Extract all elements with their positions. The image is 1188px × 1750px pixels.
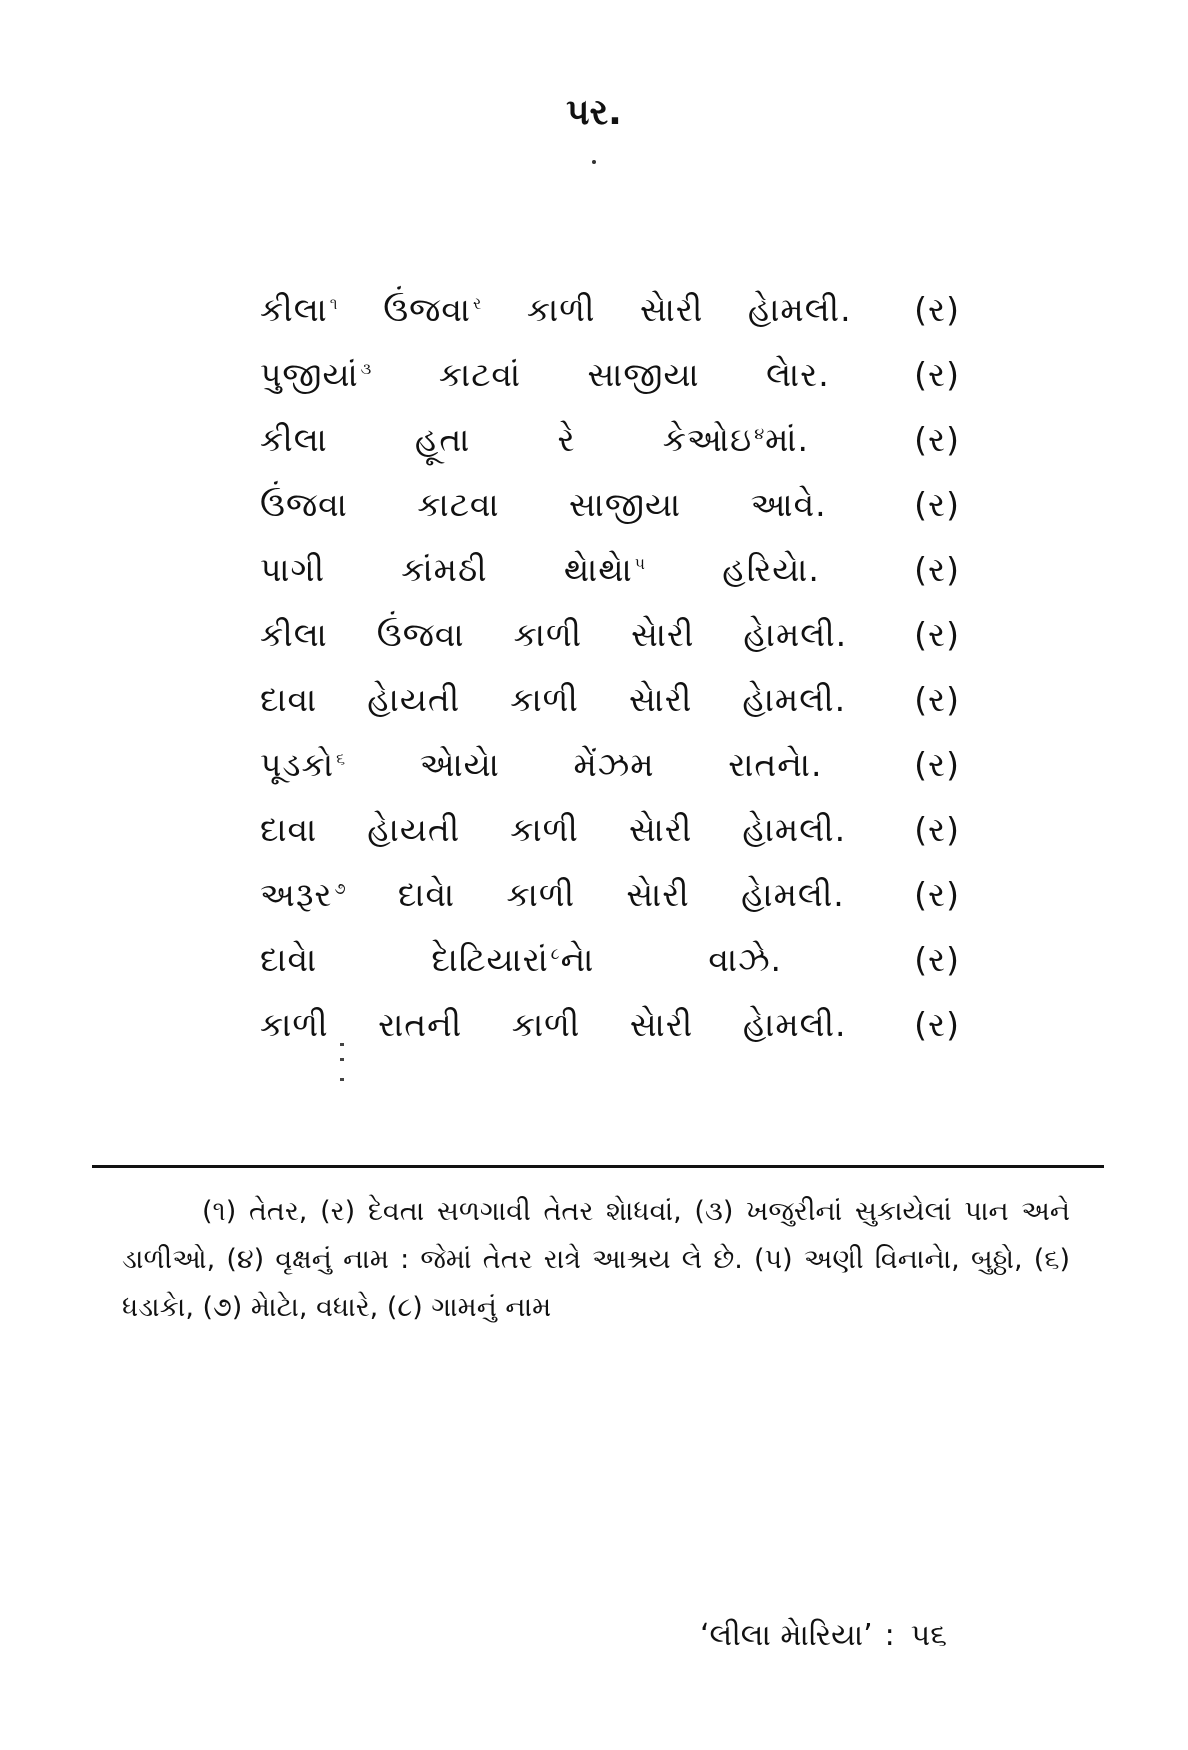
poem-word <box>708 940 782 980</box>
poem-word <box>510 680 579 720</box>
poem-word-text: વાઝે. <box>708 940 783 979</box>
poem-word <box>260 420 328 460</box>
poem-word <box>417 485 499 525</box>
poem-word-text: દાવેા <box>397 875 456 914</box>
refrain-marker: (ર) <box>914 745 960 784</box>
poem-word-text: કીલા <box>260 290 328 329</box>
poem-word-text: થેાથેા <box>563 550 633 589</box>
poem-line <box>260 1005 960 1070</box>
poem-word <box>564 550 646 590</box>
poem-word <box>748 290 852 330</box>
poem-word-text: કાળી <box>510 680 579 719</box>
poem-word-text: સેારી <box>628 680 693 719</box>
poem-word-text: પાગી <box>260 550 326 589</box>
poem-word <box>506 875 575 915</box>
poem-word-suffix: નેા <box>560 940 595 979</box>
poem-word <box>514 615 583 655</box>
poem-word-text: મેંઝમ <box>573 745 655 784</box>
poem-word-text: હેામલી. <box>742 810 847 849</box>
poem-word <box>260 615 328 655</box>
poem-word-text: કાટવા <box>417 485 500 524</box>
poem-word-text: દાવા <box>260 680 318 719</box>
poem-word <box>367 680 460 720</box>
poem-word-text: સાજીયા <box>569 485 682 524</box>
refrain-marker: (ર) <box>914 550 960 589</box>
page-number: પર. <box>566 92 622 133</box>
poem-word-text: કાંમઠી <box>401 550 488 589</box>
poem-word-text: હેાયતી <box>367 680 461 719</box>
poem-word <box>588 355 700 395</box>
poem-word-text: ઉંજવા <box>383 290 471 329</box>
poem-word <box>742 680 846 720</box>
page-dot-mark <box>592 160 596 164</box>
poem-word-text: હેામલી. <box>743 615 848 654</box>
refrain-marker: (ર) <box>914 680 960 719</box>
poem-word-text: રે <box>557 420 576 459</box>
poem-line <box>260 940 960 1005</box>
poem-word <box>383 290 482 330</box>
poem-line <box>260 290 960 355</box>
poem-line <box>260 680 960 745</box>
poem-line <box>260 420 960 485</box>
poem-word-text: હેાયતી <box>367 810 461 849</box>
poem-word <box>743 615 847 655</box>
refrain-marker: (ર) <box>914 420 960 459</box>
poem-word-text: કાળી <box>510 810 579 849</box>
stray-mark <box>340 1043 344 1046</box>
poem-word <box>569 485 681 525</box>
poem-word-text: કાળી <box>511 1005 581 1044</box>
poem-line <box>260 485 960 550</box>
poem-word-text: દાવેા <box>260 940 318 979</box>
poem-word-text: કાળી <box>260 1005 329 1044</box>
poem-word-text: સેારી <box>626 875 690 914</box>
poem-word-text: રાતની <box>378 1005 463 1044</box>
poem-word <box>260 810 317 850</box>
refrain-marker: (ર) <box>914 810 960 849</box>
poem-word <box>629 810 692 850</box>
poem-word-text: હેામલી. <box>741 875 845 914</box>
footnote-marker: ૩ <box>360 359 373 378</box>
stray-mark <box>340 1058 344 1061</box>
poem-word <box>367 810 460 850</box>
footnotes: (૧) તેતર, (ર) દેવતા સળગાવી તેતર શેાધવાં, (૩) ખજુરીનાં સુકાયેલાં પાન અને ડાળીઓ, (૪) વૃક્ષનું નામ : જેમાં તેતર રાત્રે આશ્રય લે છે. (પ) અણી વિનાનેા, બુઠ્ઠો, (૬) ધડાકેા, (૭) મેાટેા, વધારે, (૮) ગામનું નામ <box>122 1196 1070 1323</box>
poem-word <box>260 550 325 590</box>
refrain-marker: (ર) <box>914 485 960 524</box>
poem-word-text: સેારી <box>629 1005 694 1044</box>
poem-word <box>742 810 846 850</box>
poem-word <box>728 745 822 785</box>
poem-word <box>527 290 596 330</box>
poem-word <box>260 290 339 330</box>
poem-word-text: પૂડકો <box>260 745 335 784</box>
poem-word-text: દાવા <box>260 810 318 849</box>
poem-word <box>260 1005 329 1045</box>
footnote-marker: ૪ <box>754 424 766 443</box>
poem-word <box>743 1005 847 1045</box>
poem-word-text: કાળી <box>526 290 596 329</box>
poem-line <box>260 355 960 420</box>
stray-mark <box>340 1078 344 1081</box>
poem-word-text: સેારી <box>628 810 693 849</box>
running-footer <box>700 1618 947 1653</box>
poem-word <box>630 1005 693 1045</box>
poem-word-text: ઉંજવા <box>376 615 465 654</box>
poem-word <box>722 550 820 590</box>
refrain-marker: (ર) <box>914 1005 960 1044</box>
footer-title: ‘લીલા મેારિયા’ <box>700 1618 873 1653</box>
poem-word <box>260 355 372 395</box>
poem-line <box>260 615 960 680</box>
poem-word <box>663 420 809 460</box>
poem-word <box>415 420 470 460</box>
poem-word-text: કીલા <box>260 420 328 459</box>
poem-word-text: લેાર. <box>766 355 830 394</box>
refrain-marker: (ર) <box>914 875 960 914</box>
poem-word <box>629 680 692 720</box>
footnote-rule <box>92 1165 1104 1168</box>
poem-word <box>398 875 455 915</box>
poem-word <box>626 875 689 915</box>
poem-word-text: કાળી <box>506 875 576 914</box>
footnote-marker: પ <box>634 554 647 573</box>
poem-word <box>260 745 346 785</box>
refrain-marker: (ર) <box>914 940 960 979</box>
poem-word-text: રાતનેા. <box>728 745 823 784</box>
poem-word <box>751 485 827 525</box>
poem-word <box>558 420 576 460</box>
poem-line <box>260 810 960 875</box>
poem-line <box>260 745 960 810</box>
poem-word <box>431 940 594 980</box>
footnote-marker: ૧ <box>329 294 339 313</box>
poem-word-text: કેઓઇ <box>662 420 753 459</box>
poem-word <box>377 615 465 655</box>
poem <box>260 290 960 1070</box>
footnote-marker: ર <box>473 294 483 313</box>
footnote-marker: ૬ <box>336 749 347 768</box>
poem-word-text: ઉંજવા <box>260 485 348 524</box>
poem-word <box>378 1005 462 1045</box>
poem-word-text: કાળી <box>513 615 583 654</box>
footer-page-number: પ૬ <box>910 1618 948 1653</box>
poem-word-text: એાયેા <box>419 745 500 784</box>
poem-word <box>401 550 487 590</box>
refrain-marker: (ર) <box>914 355 960 394</box>
poem-word <box>420 745 500 785</box>
poem-word-text: હેામલી. <box>742 1005 847 1044</box>
poem-word-text: સેારી <box>631 615 695 654</box>
poem-word-text: કીલા <box>260 615 328 654</box>
poem-word-text: હેામલી. <box>742 680 847 719</box>
poem-word-text: સાજીયા <box>587 355 700 394</box>
poem-line <box>260 875 960 940</box>
footnote-marker: ૭ <box>334 879 347 898</box>
poem-word-text: હરિયેા. <box>722 550 820 589</box>
poem-word-text: સેારી <box>639 290 704 329</box>
poem-word-text: હેામલી. <box>747 290 852 329</box>
poem-word <box>260 680 317 720</box>
poem-word-text: હૂતા <box>414 420 471 459</box>
poem-word <box>260 875 347 915</box>
refrain-marker: (ર) <box>914 615 960 654</box>
poem-word <box>512 1005 581 1045</box>
poem-word <box>260 485 348 525</box>
poem-word <box>510 810 579 850</box>
poem-word <box>439 355 521 395</box>
poem-word-text: પુજીયાં <box>260 355 359 394</box>
poem-word <box>741 875 845 915</box>
poem-word <box>260 940 317 980</box>
poem-word-text: અરૂર <box>260 875 333 914</box>
poem-word <box>573 745 654 785</box>
poem-line <box>260 550 960 615</box>
poem-word <box>766 355 830 395</box>
refrain-marker: (ર) <box>914 290 960 329</box>
footnote-marker: ૮ <box>550 944 561 963</box>
poem-word <box>640 290 703 330</box>
poem-word-suffix: માં. <box>765 420 809 459</box>
poem-word-text: આવે. <box>750 485 827 524</box>
footer-separator: : <box>884 1618 895 1653</box>
poem-word-text: દેાટિયારાં <box>431 940 549 979</box>
poem-word-text: કાટવાં <box>438 355 522 394</box>
poem-word <box>631 615 694 655</box>
